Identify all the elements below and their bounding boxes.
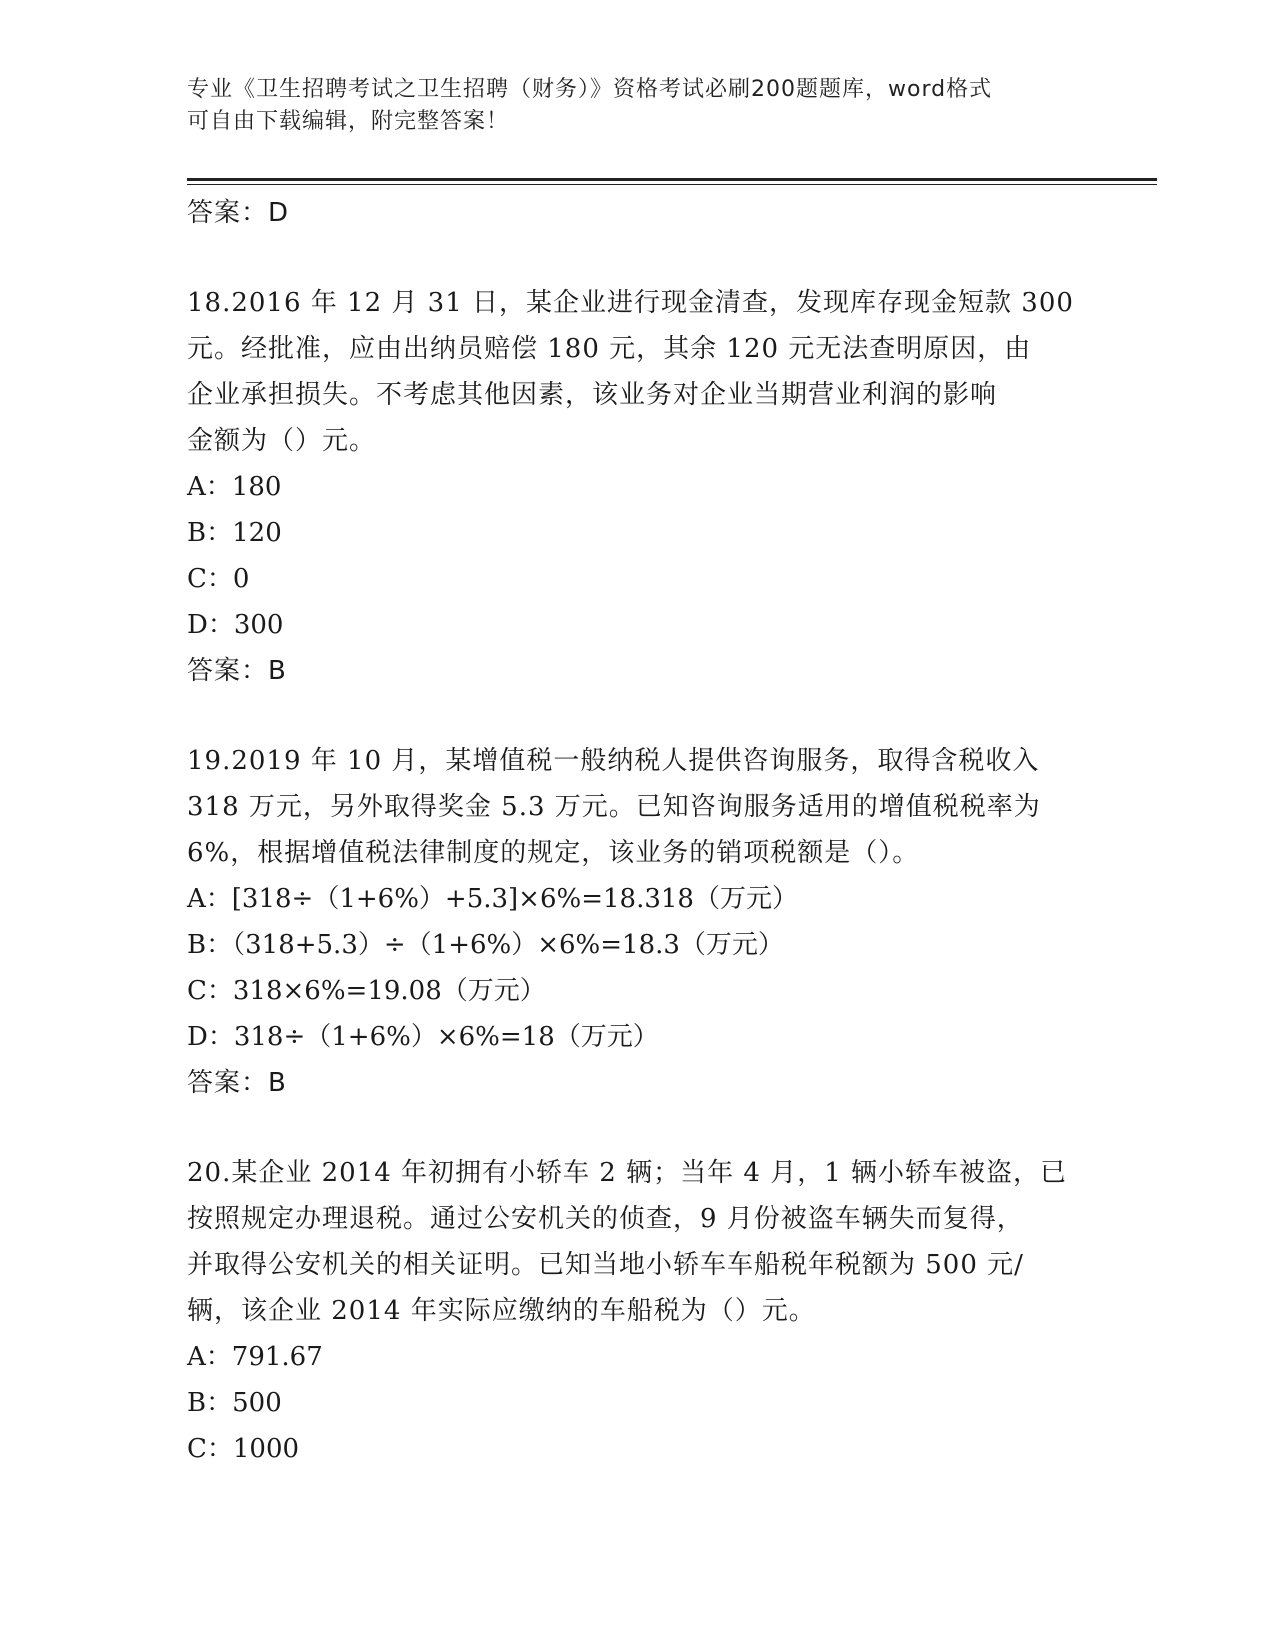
answer-line: 答案：B	[187, 656, 287, 686]
stem-line: 19.2019 年 10 月，某增值税一般纳税人提供咨询服务，取得含税收入	[187, 746, 1040, 776]
header-line-2: 可自由下载编辑，附完整答案！	[187, 109, 510, 134]
option-b: B：（318+5.3）÷（1+6%）×6%=18.3（万元）	[187, 930, 784, 960]
option-c: C：0	[187, 564, 250, 594]
option-d: D：318÷（1+6%）×6%=18（万元）	[187, 1022, 659, 1052]
option-b: B：120	[187, 518, 282, 548]
stem-line: 按照规定办理退税。通过公安机关的侦查，9 月份被盗车辆失而复得，	[187, 1204, 1024, 1234]
option-list	[187, 1334, 1087, 1472]
option-b: B：500	[187, 1388, 282, 1418]
stem-line: 20.某企业 2014 年初拥有小轿车 2 辆；当年 4 月，1 辆小轿车被盗，已	[187, 1158, 1067, 1188]
option-d: D：300	[187, 610, 284, 640]
stem-line: 辆，该企业 2014 年实际应缴纳的车船税为（）元。	[187, 1296, 816, 1326]
option-c: C：318×6%=19.08（万元）	[187, 976, 546, 1006]
stem-line: 18.2016 年 12 月 31 日，某企业进行现金清查，发现库存现金短款 300	[187, 288, 1074, 318]
option-a: A：[318÷（1+6%）+5.3]×6%=18.318（万元）	[187, 884, 798, 914]
stem-line: 6%，根据增值税法律制度的规定，该业务的销项税额是（）。	[187, 838, 920, 868]
document-body	[187, 190, 1087, 1472]
question-19	[187, 738, 1087, 1106]
stem-line: 企业承担损失。不考虑其他因素，该业务对企业当期营业利润的影响	[187, 380, 998, 410]
stem-line: 318 万元，另外取得奖金 5.3 万元。已知咨询服务适用的增值税税率为	[187, 792, 1041, 822]
option-list	[187, 876, 1087, 1060]
option-list	[187, 464, 1087, 648]
stem-line: 并取得公安机关的相关证明。已知当地小轿车车船税年税额为 500 元/	[187, 1250, 1024, 1280]
document-header	[187, 74, 1067, 138]
stem-line: 元。经批准，应由出纳员赔偿 180 元，其余 120 元无法查明原因，由	[187, 334, 1032, 364]
question-18	[187, 280, 1087, 694]
previous-answer: 答案：D	[187, 198, 290, 228]
option-a: A：180	[187, 472, 282, 502]
header-line-1: 专业《卫生招聘考试之卫生招聘（财务）》资格考试必刷200题题库，word格式	[187, 77, 993, 102]
question-stem	[187, 1150, 1087, 1334]
stem-line: 金额为（）元。	[187, 426, 377, 456]
answer-line: 答案：B	[187, 1068, 287, 1098]
header-divider-thin	[187, 184, 1157, 185]
header-divider-thick	[187, 178, 1157, 181]
option-c: C：1000	[187, 1434, 300, 1464]
question-stem	[187, 280, 1087, 464]
question-stem	[187, 738, 1087, 876]
option-a: A：791.67	[187, 1342, 323, 1372]
question-20	[187, 1150, 1087, 1472]
